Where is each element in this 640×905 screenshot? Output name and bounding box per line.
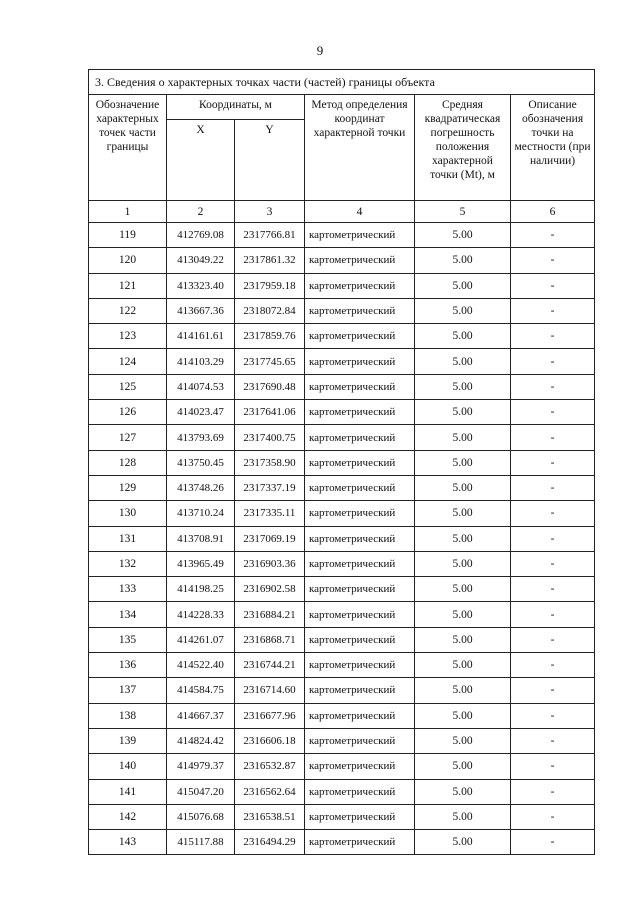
column-number: 3: [235, 201, 305, 223]
cell-x: 414667.37: [167, 703, 235, 728]
cell-method: картометрический: [305, 400, 415, 425]
cell-description: -: [511, 450, 595, 475]
cell-y: 2317337.19: [235, 475, 305, 500]
table-row: [89, 475, 595, 500]
table-row: [89, 400, 595, 425]
table-row: [89, 349, 595, 374]
cell-description: -: [511, 324, 595, 349]
table-row: [89, 551, 595, 576]
cell-x: 414074.53: [167, 374, 235, 399]
cell-error: 5.00: [415, 526, 511, 551]
cell-point: 130: [89, 501, 167, 526]
cell-x: 414198.25: [167, 577, 235, 602]
cell-method: картометрический: [305, 475, 415, 500]
cell-method: картометрический: [305, 349, 415, 374]
cell-x: 413049.22: [167, 248, 235, 273]
table-row: [89, 653, 595, 678]
cell-y: 2316606.18: [235, 728, 305, 753]
cell-error: 5.00: [415, 450, 511, 475]
cell-error: 5.00: [415, 678, 511, 703]
cell-error: 5.00: [415, 374, 511, 399]
header-coordinates: Координаты, м: [167, 95, 305, 120]
cell-x: 414161.61: [167, 324, 235, 349]
page-number: 9: [316, 43, 324, 58]
cell-description: -: [511, 298, 595, 323]
cell-y: 2316562.64: [235, 779, 305, 804]
cell-point: 139: [89, 728, 167, 753]
cell-x: 413710.24: [167, 501, 235, 526]
cell-description: -: [511, 273, 595, 298]
table-row: [89, 298, 595, 323]
cell-method: картометрический: [305, 450, 415, 475]
cell-x: 415117.88: [167, 830, 235, 855]
cell-method: картометрический: [305, 374, 415, 399]
cell-y: 2317335.11: [235, 501, 305, 526]
cell-method: картометрический: [305, 602, 415, 627]
cell-y: 2316538.51: [235, 804, 305, 829]
cell-y: 2316884.21: [235, 602, 305, 627]
cell-point: 136: [89, 653, 167, 678]
table-row: [89, 754, 595, 779]
cell-point: 143: [89, 830, 167, 855]
cell-error: 5.00: [415, 324, 511, 349]
cell-error: 5.00: [415, 804, 511, 829]
table-row: [89, 248, 595, 273]
cell-point: 129: [89, 475, 167, 500]
cell-error: 5.00: [415, 501, 511, 526]
cell-y: 2317959.18: [235, 273, 305, 298]
cell-description: -: [511, 779, 595, 804]
table-row: [89, 273, 595, 298]
cell-point: 138: [89, 703, 167, 728]
cell-method: картометрический: [305, 551, 415, 576]
cell-description: -: [511, 602, 595, 627]
cell-y: 2317766.81: [235, 223, 305, 248]
cell-x: 414522.40: [167, 653, 235, 678]
cell-error: 5.00: [415, 779, 511, 804]
cell-description: -: [511, 248, 595, 273]
cell-x: 415047.20: [167, 779, 235, 804]
cell-description: -: [511, 653, 595, 678]
cell-y: 2317690.48: [235, 374, 305, 399]
cell-description: -: [511, 703, 595, 728]
cell-point: 121: [89, 273, 167, 298]
header-y: Y: [235, 120, 305, 201]
cell-error: 5.00: [415, 653, 511, 678]
cell-point: 142: [89, 804, 167, 829]
cell-description: -: [511, 804, 595, 829]
cell-description: -: [511, 400, 595, 425]
cell-description: -: [511, 425, 595, 450]
cell-x: 414103.29: [167, 349, 235, 374]
cell-y: 2317069.19: [235, 526, 305, 551]
cell-x: 414228.33: [167, 602, 235, 627]
cell-point: 134: [89, 602, 167, 627]
cell-method: картометрический: [305, 577, 415, 602]
cell-y: 2317641.06: [235, 400, 305, 425]
cell-description: -: [511, 475, 595, 500]
cell-description: -: [511, 551, 595, 576]
cell-point: 127: [89, 425, 167, 450]
column-number: 2: [167, 201, 235, 223]
table-row: [89, 728, 595, 753]
cell-x: 415076.68: [167, 804, 235, 829]
table-row: [89, 678, 595, 703]
cell-method: картометрический: [305, 728, 415, 753]
cell-point: 133: [89, 577, 167, 602]
cell-y: 2317358.90: [235, 450, 305, 475]
cell-method: картометрический: [305, 703, 415, 728]
table-row: [89, 223, 595, 248]
cell-method: картометрический: [305, 804, 415, 829]
cell-y: 2316677.96: [235, 703, 305, 728]
cell-method: картометрический: [305, 779, 415, 804]
cell-x: 414979.37: [167, 754, 235, 779]
header-point: Обозначение характерных точек части границы: [89, 95, 167, 201]
cell-description: -: [511, 627, 595, 652]
cell-method: картометрический: [305, 248, 415, 273]
cell-y: 2316714.60: [235, 678, 305, 703]
cell-description: -: [511, 349, 595, 374]
column-number: 1: [89, 201, 167, 223]
table-row: [89, 804, 595, 829]
cell-x: 413323.40: [167, 273, 235, 298]
cell-error: 5.00: [415, 349, 511, 374]
cell-x: 414261.07: [167, 627, 235, 652]
cell-y: 2316902.58: [235, 577, 305, 602]
cell-x: 414824.42: [167, 728, 235, 753]
cell-error: 5.00: [415, 475, 511, 500]
table-row: [89, 577, 595, 602]
table-row: [89, 703, 595, 728]
table-row: [89, 627, 595, 652]
cell-y: 2317745.65: [235, 349, 305, 374]
cell-method: картометрический: [305, 627, 415, 652]
cell-point: 125: [89, 374, 167, 399]
cell-x: 413965.49: [167, 551, 235, 576]
table-row: [89, 324, 595, 349]
table-row: [89, 526, 595, 551]
cell-point: 128: [89, 450, 167, 475]
cell-description: -: [511, 223, 595, 248]
cell-error: 5.00: [415, 223, 511, 248]
table-row: [89, 450, 595, 475]
cell-x: 413793.69: [167, 425, 235, 450]
cell-description: -: [511, 374, 595, 399]
cell-y: 2316532.87: [235, 754, 305, 779]
cell-method: картометрический: [305, 501, 415, 526]
boundary-points-table: [88, 69, 595, 855]
cell-error: 5.00: [415, 830, 511, 855]
cell-method: картометрический: [305, 425, 415, 450]
cell-point: 141: [89, 779, 167, 804]
cell-x: 412769.08: [167, 223, 235, 248]
table-row: [89, 425, 595, 450]
cell-description: -: [511, 830, 595, 855]
table-row: [89, 602, 595, 627]
cell-description: -: [511, 577, 595, 602]
cell-x: 413750.45: [167, 450, 235, 475]
cell-description: -: [511, 678, 595, 703]
column-number-row: [89, 201, 595, 223]
cell-method: картометрический: [305, 830, 415, 855]
cell-error: 5.00: [415, 273, 511, 298]
cell-error: 5.00: [415, 728, 511, 753]
cell-method: картометрический: [305, 754, 415, 779]
cell-point: 137: [89, 678, 167, 703]
table-row: [89, 830, 595, 855]
header-x: X: [167, 120, 235, 201]
cell-x: 413748.26: [167, 475, 235, 500]
cell-error: 5.00: [415, 627, 511, 652]
cell-error: 5.00: [415, 400, 511, 425]
cell-error: 5.00: [415, 425, 511, 450]
column-number: 5: [415, 201, 511, 223]
cell-error: 5.00: [415, 298, 511, 323]
cell-description: -: [511, 754, 595, 779]
cell-error: 5.00: [415, 703, 511, 728]
cell-x: 414023.47: [167, 400, 235, 425]
cell-error: 5.00: [415, 248, 511, 273]
cell-y: 2317861.32: [235, 248, 305, 273]
cell-point: 126: [89, 400, 167, 425]
cell-y: 2316903.36: [235, 551, 305, 576]
cell-y: 2317400.75: [235, 425, 305, 450]
table-row: [89, 779, 595, 804]
cell-method: картометрический: [305, 653, 415, 678]
cell-method: картометрический: [305, 324, 415, 349]
table-row: [89, 374, 595, 399]
cell-x: 413708.91: [167, 526, 235, 551]
cell-error: 5.00: [415, 754, 511, 779]
cell-point: 123: [89, 324, 167, 349]
column-number: 6: [511, 201, 595, 223]
cell-description: -: [511, 526, 595, 551]
cell-y: 2316868.71: [235, 627, 305, 652]
cell-description: -: [511, 728, 595, 753]
cell-y: 2316744.21: [235, 653, 305, 678]
cell-method: картометрический: [305, 526, 415, 551]
cell-error: 5.00: [415, 551, 511, 576]
cell-method: картометрический: [305, 223, 415, 248]
cell-point: 132: [89, 551, 167, 576]
cell-point: 119: [89, 223, 167, 248]
table-row: [89, 501, 595, 526]
cell-method: картометрический: [305, 678, 415, 703]
cell-method: картометрический: [305, 298, 415, 323]
cell-x: 413667.36: [167, 298, 235, 323]
header-description: Описание обозначения точки на местности (при наличии): [511, 95, 595, 201]
cell-y: 2316494.29: [235, 830, 305, 855]
header-method: Метод определения координат характерной точки: [305, 95, 415, 201]
cell-point: 140: [89, 754, 167, 779]
cell-description: -: [511, 501, 595, 526]
table-caption: 3. Сведения о характерных точках части (частей) границы объекта: [89, 70, 595, 95]
cell-point: 124: [89, 349, 167, 374]
cell-point: 122: [89, 298, 167, 323]
cell-point: 120: [89, 248, 167, 273]
cell-point: 135: [89, 627, 167, 652]
cell-y: 2318072.84: [235, 298, 305, 323]
cell-point: 131: [89, 526, 167, 551]
cell-x: 414584.75: [167, 678, 235, 703]
column-number: 4: [305, 201, 415, 223]
cell-error: 5.00: [415, 602, 511, 627]
cell-method: картометрический: [305, 273, 415, 298]
cell-y: 2317859.76: [235, 324, 305, 349]
cell-error: 5.00: [415, 577, 511, 602]
header-error: Средняя квадратическая погрешность положения характерной точки (Mt), м: [415, 95, 511, 201]
